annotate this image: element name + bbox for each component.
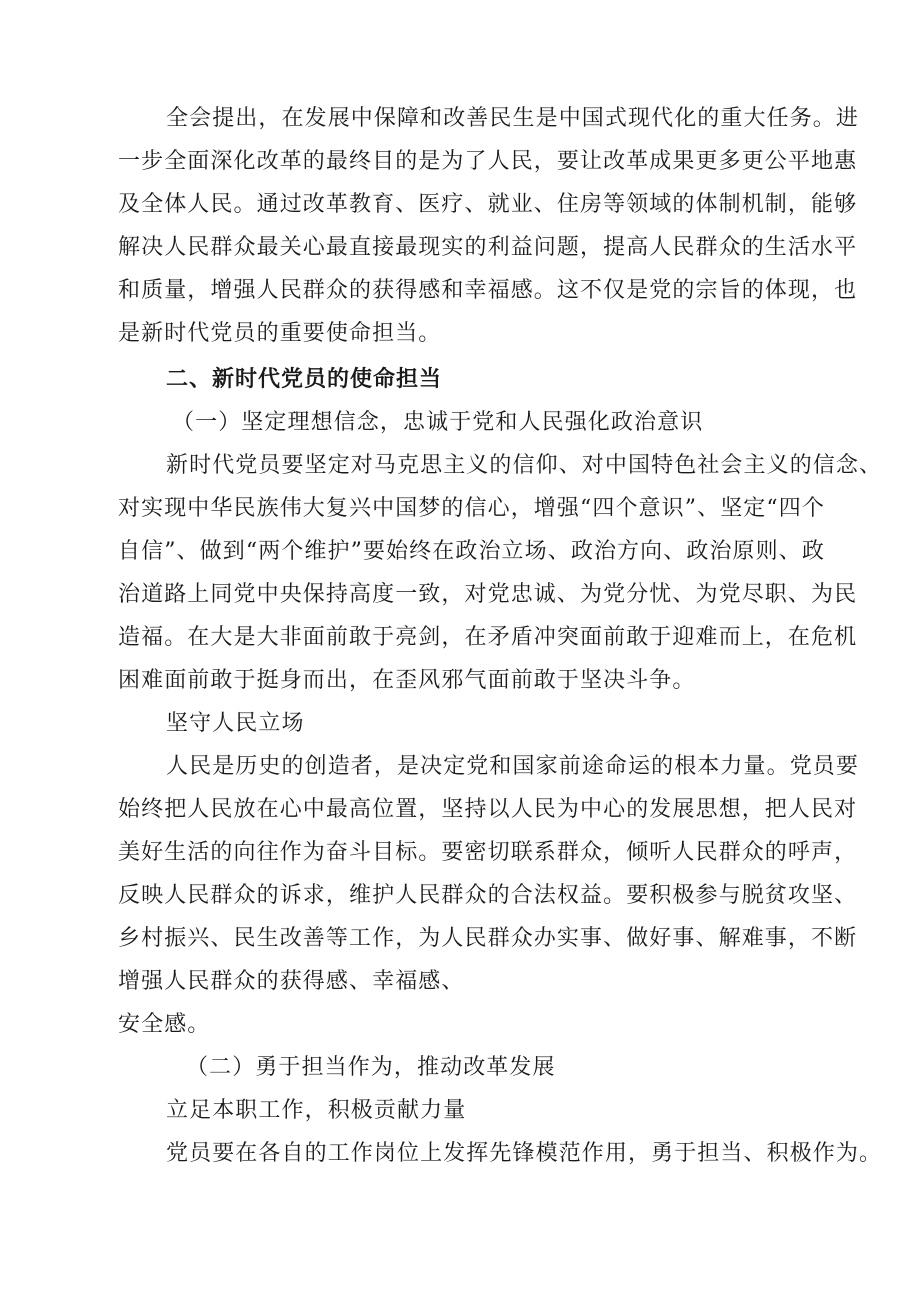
paragraph-line: 始终把人民放在心中最高位置，坚持以人民为中心的发展思想，把人民对 — [118, 797, 858, 822]
paragraph-line: 乡村振兴、民生改善等工作，为人民群众办实事、做好事、解难事，不断 — [118, 926, 858, 951]
topic-heading: 坚守人民立场 — [166, 711, 305, 736]
paragraph-line: 及全体人民。通过改革教育、医疗、就业、住房等领域的体制机制，能够 — [118, 192, 858, 217]
paragraph-line: 反映人民群众的诉求，维护人民群众的合法权益。要积极参与脱贫攻坚、 — [118, 883, 858, 908]
paragraph-line: 和质量，增强人民群众的获得感和幸福感。这不仅是党的宗旨的体现，也 — [118, 278, 858, 303]
paragraph-line: 新时代党员要坚定对马克思主义的信仰、对中国特色社会主义的信念、 — [166, 453, 883, 478]
paragraph-line: 困难面前敢于挺身而出，在歪风邪气面前敢于坚决斗争。 — [118, 668, 696, 693]
subsection-heading: （二）勇于担当作为，推动改革发展 — [186, 1055, 556, 1080]
paragraph-line: 人民是历史的创造者，是决定党和国家前途命运的根本力量。党员要 — [166, 754, 860, 779]
paragraph-line: 一步全面深化改革的最终目的是为了人民，要让改革成果更多更公平地惠 — [118, 149, 858, 174]
paragraph-line: 造福。在大是大非面前敢于亮剑，在矛盾冲突面前敢于迎难而上，在危机 — [118, 625, 858, 650]
paragraph-line: 解决人民群众最关心最直接最现实的利益问题，提高人民群众的生活水平 — [118, 235, 858, 260]
paragraph-line: 自信”、做到“两个维护”要始终在政治立场、政治方向、政治原则、政 — [118, 539, 825, 564]
paragraph-line: 增强人民群众的获得感、幸福感、 — [118, 969, 465, 994]
topic-heading: 立足本职工作，积极贡献力量 — [166, 1098, 467, 1123]
paragraph-line: 治道路上同党中央保持高度一致，对党忠诚、为党分忧、为党尽职、为民 — [118, 582, 858, 607]
subsection-heading: （一）坚定理想信念，忠诚于党和人民强化政治意识 — [172, 410, 704, 435]
paragraph-line: 是新时代党员的重要使命担当。 — [118, 321, 442, 346]
paragraph-line: 全会提出，在发展中保障和改善民生是中国式现代化的重大任务。进 — [166, 106, 860, 131]
paragraph-line: 安全感。 — [118, 1012, 211, 1037]
paragraph-line: 党员要在各自的工作岗位上发挥先锋模范作用，勇于担当、积极作为。 — [166, 1141, 883, 1166]
section-heading: 二、新时代党员的使命担当 — [166, 367, 443, 392]
paragraph-line: 对实现中华民族伟大复兴中国梦的信心，增强“四个意识”、坚定“四个 — [118, 496, 825, 521]
paragraph-line: 美好生活的向往作为奋斗目标。要密切联系群众，倾听人民群众的呼声， — [118, 840, 858, 865]
